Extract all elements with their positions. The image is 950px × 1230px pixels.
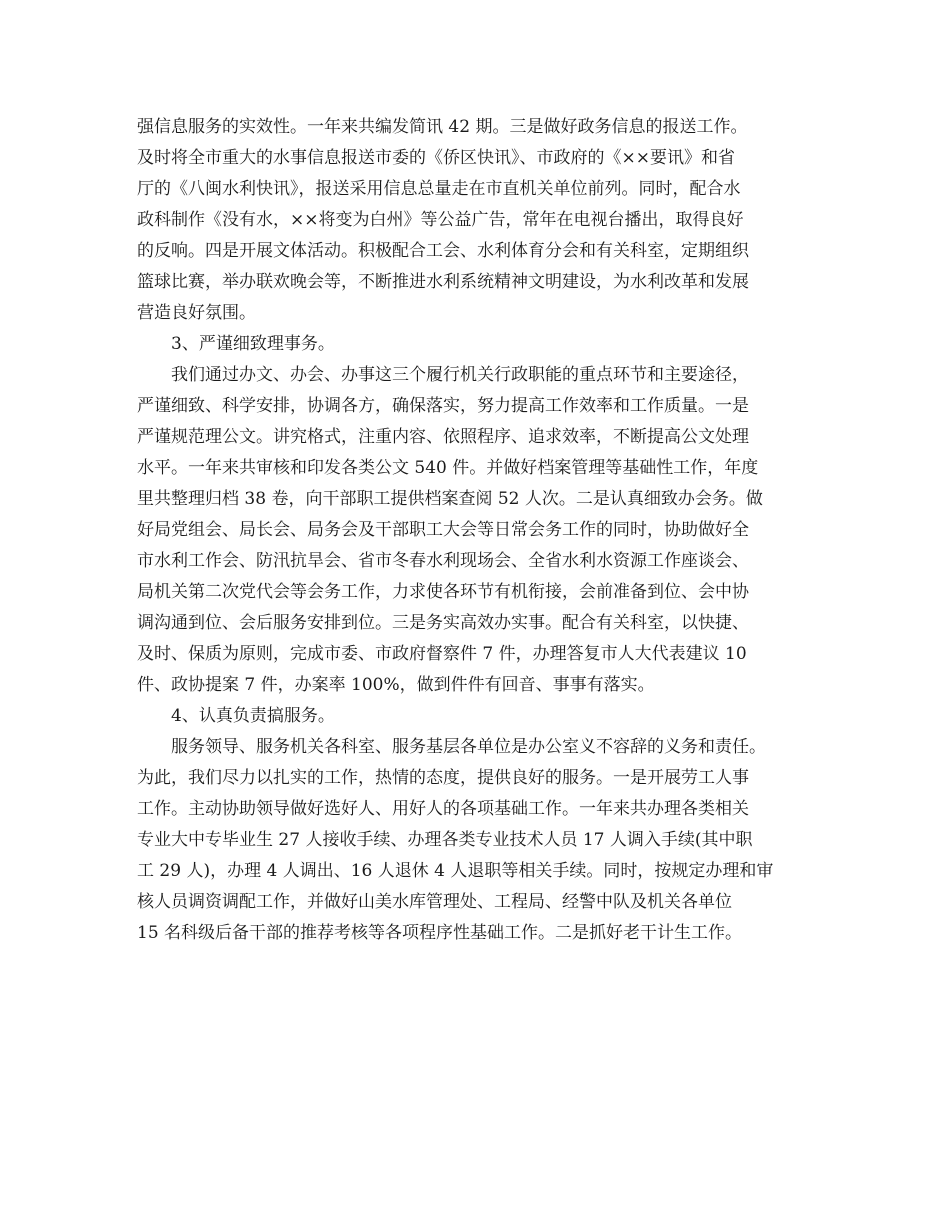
- text-line: 里共整理归档 38 卷，向干部职工提供档案查阅 52 人次。二是认真细致办会务。做: [137, 489, 763, 509]
- text-line: 服务领导、服务机关各科室、服务基层各单位是办公室义不容辞的义务和责任。: [171, 737, 766, 757]
- text-line: 市水利工作会、防汛抗旱会、省市冬春水利现场会、全省水利水资源工作座谈会、: [137, 551, 749, 571]
- text-line: 营造良好氛围。: [137, 303, 256, 323]
- text-line: 强信息服务的实效性。一年来共编发简讯 42 期。三是做好政务信息的报送工作。: [137, 117, 748, 137]
- text-line: 工 29 人)，办理 4 人调出、16 人退休 4 人退职等相关手续。同时，按规定办理和审: [137, 861, 774, 881]
- text-line: 严谨细致、科学安排，协调各方，确保落实，努力提高工作效率和工作质量。一是: [137, 396, 749, 416]
- text-line: 4、认真负责搞服务。: [171, 706, 335, 726]
- text-line: 政科制作《没有水，××将变为白州》等公益广告，常年在电视台播出，取得良好: [137, 210, 744, 230]
- text-line: 及时将全市重大的水事信息报送市委的《侨区快讯》、市政府的《××要讯》和省: [137, 148, 735, 168]
- text-line: 好局党组会、局长会、局务会及干部职工大会等日常会务工作的同时，协助做好全: [137, 520, 749, 540]
- text-line: 厅的《八闽水利快讯》，报送采用信息总量走在市直机关单位前列。同时，配合水: [137, 179, 741, 199]
- text-line: 工作。主动协助领导做好选好人、用好人的各项基础工作。一年来共办理各类相关: [137, 799, 749, 819]
- text-line: 局机关第二次党代会等会务工作，力求使各环节有机衔接，会前准备到位、会中协: [137, 582, 749, 602]
- text-line: 调沟通到位、会后服务安排到位。三是务实高效办实事。配合有关科室，以快捷、: [137, 613, 749, 633]
- text-line: 严谨规范理公文。讲究格式，注重内容、依照程序、追求效率，不断提高公文处理: [137, 427, 749, 447]
- text-line: 及时、保质为原则，完成市委、市政府督察件 7 件，办理答复市人大代表建议 10: [137, 644, 747, 664]
- document-body: [137, 112, 817, 949]
- text-line: 水平。一年来共审核和印发各类公文 540 件。并做好档案管理等基础性工作，年度: [137, 458, 759, 478]
- text-line: 为此，我们尽力以扎实的工作，热情的态度，提供良好的服务。一是开展劳工人事: [137, 768, 749, 788]
- text-line: 篮球比赛，举办联欢晚会等，不断推进水利系统精神文明建设，为水利改革和发展: [137, 272, 749, 292]
- text-line: 专业大中专毕业生 27 人接收手续、办理各类专业技术人员 17 人调入手续(其中职: [137, 830, 753, 850]
- text-line: 核人员调资调配工作，并做好山美水库管理处、工程局、经警中队及机关各单位: [137, 892, 732, 912]
- text-line: 件、政协提案 7 件，办案率 100%，做到件件有回音、事事有落实。: [137, 675, 655, 695]
- text-line: 我们通过办文、办会、办事这三个履行机关行政职能的重点环节和主要途径，: [171, 365, 749, 385]
- text-line: 15 名科级后备干部的推荐考核等各项程序性基础工作。二是抓好老干计生工作。: [137, 923, 743, 943]
- text-line: 3、严谨细致理事务。: [171, 334, 335, 354]
- text-line: 的反响。四是开展文体活动。积极配合工会、水利体育分会和有关科室，定期组织: [137, 241, 749, 261]
